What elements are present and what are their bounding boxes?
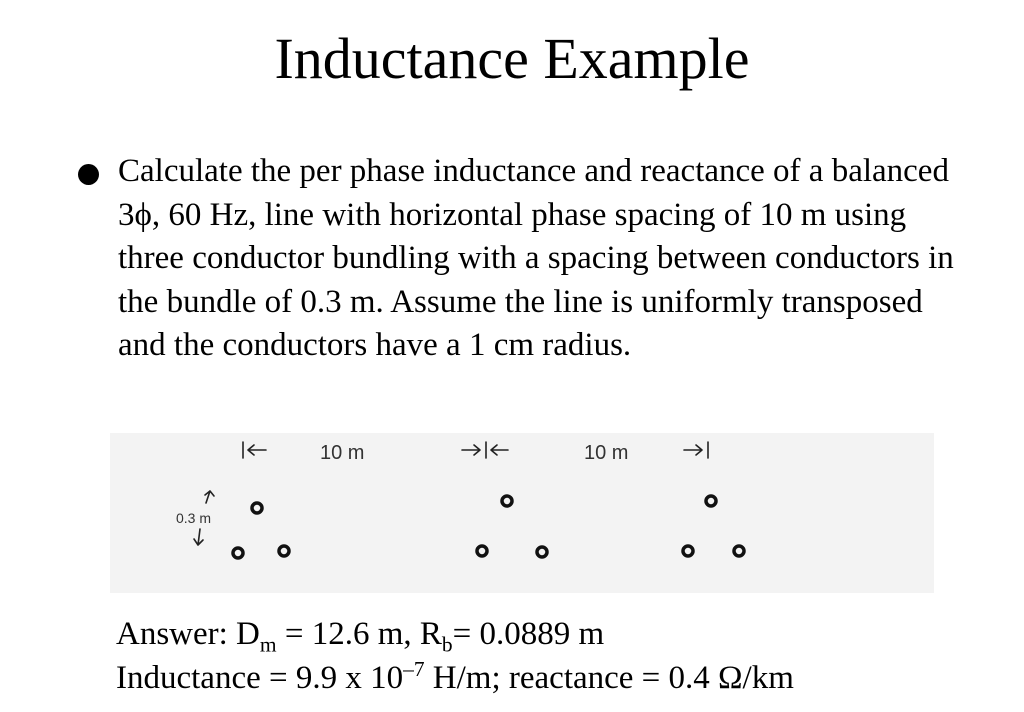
conductor-b1 [502, 496, 512, 506]
conductor-a2 [233, 548, 243, 558]
spacing-label-1: 10 m [320, 442, 365, 464]
conductor-b2 [477, 546, 487, 556]
inductance-prefix: Inductance = 9.9 x 10 [116, 660, 404, 696]
inductance-exponent: –7 [403, 657, 425, 681]
rb-subscript: b [441, 632, 453, 657]
conductor-b3 [537, 547, 547, 557]
conductor-a3 [279, 546, 289, 556]
arrow-right-icon [462, 445, 480, 455]
arrow-down-icon [194, 529, 203, 545]
rb-value: = 0.0889 m [452, 616, 605, 652]
answer-block [116, 612, 794, 700]
arrow-left-icon [491, 445, 508, 455]
conductor-a1 [252, 503, 262, 513]
arrow-left-icon [248, 445, 266, 455]
conductor-spacing-figure [110, 433, 934, 593]
conductor-c3 [734, 546, 744, 556]
answer-line-1 [116, 612, 794, 656]
answer-line-2 [116, 656, 794, 700]
dm-subscript: m [259, 632, 277, 657]
slide-title: Inductance Example [274, 26, 750, 91]
conductor-c2 [683, 546, 693, 556]
spacing-label-2: 10 m [584, 442, 629, 464]
conductor-diagram [110, 433, 934, 593]
answer-prefix: Answer: D [116, 616, 260, 652]
problem-statement: Calculate the per phase inductance and reactance of a balanced 3ϕ, 60 Hz, line with horizontal phase spacing of 10 m using three conductor bundling with a spacing between conductors in the bundle of 0.3 m. Assume the line is uniformly transposed and the conductors have a 1 cm radius. [118, 153, 954, 363]
arrow-up-icon [205, 491, 214, 503]
dm-value: = 12.6 m, R [276, 616, 442, 652]
bullet-dot-icon [78, 164, 99, 185]
inductance-suffix: H/m; reactance = 0.4 Ω/km [424, 660, 794, 696]
arrow-right-icon [684, 445, 702, 455]
conductor-c1 [706, 496, 716, 506]
bundle-spacing-label: 0.3 m [176, 510, 212, 526]
